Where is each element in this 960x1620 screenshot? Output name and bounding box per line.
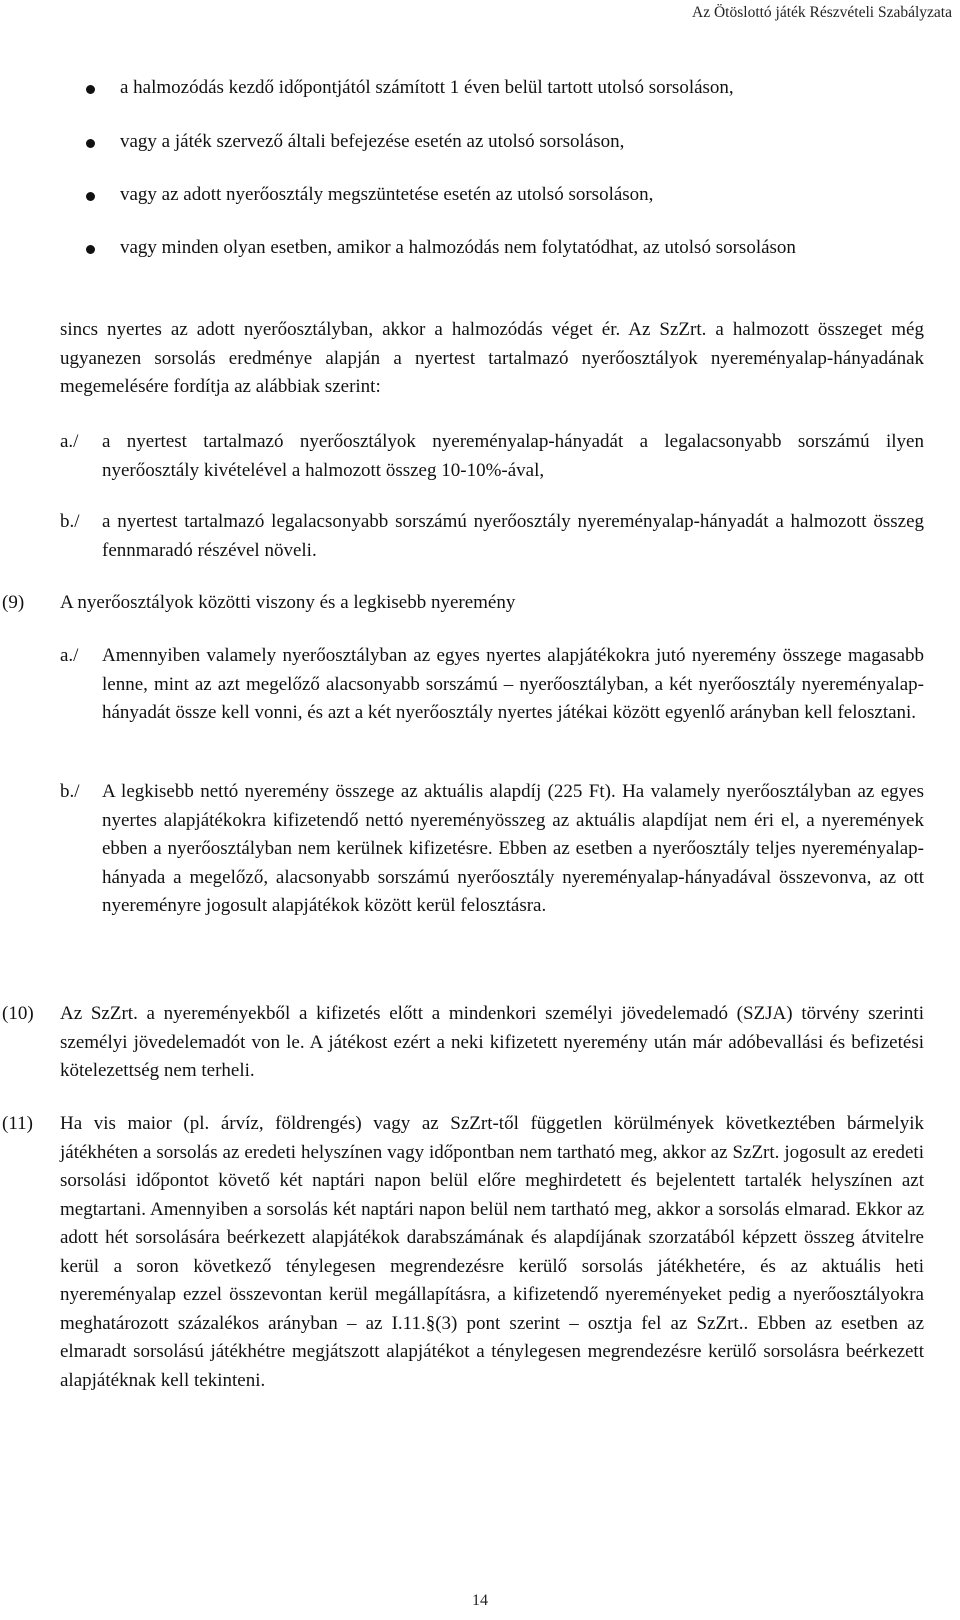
section-9-item-b — [60, 778, 924, 921]
section-10 — [0, 1000, 924, 1086]
bullet-text: a halmozódás kezdő időpontjától számított 1 éven belül tartott utolsó sorsoláson, — [120, 77, 734, 98]
page-number: 14 — [472, 1592, 488, 1609]
sub-item-text: Amennyiben valamely nyerőosztályban az egyes nyertes alapjátékokra jutó nyeremény összege magasabb lenne, mint az azt megelőző alacsonyabb sorszámú – nyerőosztályban, a két nyerőosztály nyereményalap-hányadát össze kell vonni, és azt a két nyerőosztály nyertes játékai között egyenlő arányban kell felosztani. — [102, 645, 924, 723]
sub-item-label: b./ — [60, 511, 80, 532]
bullet-dot-icon — [86, 139, 95, 148]
bullet-dot-icon — [86, 245, 95, 254]
continuation-paragraph: sincs nyertes az adott nyerőosztályban, akkor a halmozódás véget ér. Az SzZrt. a halmozott összeget még ugyanezen sorsolás eredménye alapján a nyertest tartalmazó nyerőosztályok nyereményalap-hányadának megemelésére fordítja az alábbiak szerint: — [60, 319, 924, 397]
section-number: (9) — [2, 592, 25, 613]
section-title: A nyerőosztályok közötti viszony és a legkisebb nyeremény — [60, 592, 516, 613]
section-number: (10) — [2, 1003, 34, 1024]
bullet-text: vagy az adott nyerőosztály megszüntetése esetén az utolsó sorsoláson, — [120, 184, 654, 205]
sub-item-text: a nyertest tartalmazó nyerőosztályok nyereményalap-hányadát a legalacsonyabb sorszámú ilyen nyerőosztály kivételével a halmozott összeg 10-10%-ával, — [102, 431, 924, 481]
page-header — [0, 0, 960, 28]
section-11 — [0, 1110, 924, 1395]
sub-item-label: a./ — [60, 645, 79, 666]
sub-item-a — [60, 428, 924, 485]
bullet-item — [84, 234, 924, 263]
bullet-dot-icon — [86, 192, 95, 201]
bullet-item — [84, 128, 924, 157]
section-9-heading — [0, 589, 924, 618]
sub-item-b — [60, 508, 924, 565]
bullet-dot-icon — [86, 85, 95, 94]
document-title: Az Ötöslottó játék Részvételi Szabályzata — [692, 4, 952, 21]
section-9-item-a — [60, 642, 924, 728]
sub-item-text: A legkisebb nettó nyeremény összege az aktuális alapdíj (225 Ft). Ha valamely nyerőosztályban az egyes nyertes alapjátékokra kifizetendő nettó nyereményösszeg az aktuális alapdíjat nem éri el, a nyeremények ebben a nyerőosztályban nem kerülnek kifizetésre. Ebben az esetben a nyerőosztály teljes nyereményalap-hányada a megelőző, alacsonyabb sorszámú nyerőosztály nyereményalap-hányadával összevonva, az ott nyereményre jogosult alapjátékok között kerül felosztásra. — [102, 781, 924, 916]
section-number: (11) — [2, 1113, 33, 1134]
sub-item-label: a./ — [60, 431, 79, 452]
bullet-text: vagy minden olyan esetben, amikor a halmozódás nem folytatódhat, az utolsó sorsoláson — [120, 237, 796, 258]
sub-item-text: a nyertest tartalmazó legalacsonyabb sorszámú nyerőosztály nyereményalap-hányadát a halmozott összeg fennmaradó részével növeli. — [102, 511, 924, 561]
bullet-item — [84, 181, 924, 210]
sub-item-label: b./ — [60, 781, 80, 802]
bullet-text: vagy a játék szervező általi befejezése esetén az utolsó sorsoláson, — [120, 131, 625, 152]
section-text: Az SzZrt. a nyereményekből a kifizetés előtt a mindenkori személyi jövedelemadó (SZJA) törvény szerinti személyi jövedelemadót von le. A játékost ezért a neki kifizetett nyeremény után már adóbevallási és befizetési kötelezettség nem terheli. — [60, 1003, 924, 1081]
bullet-item — [84, 74, 924, 103]
section-text: Ha vis maior (pl. árvíz, földrengés) vagy az SzZrt-től független körülmények következtében bármelyik játékhéten a sorsolás az eredeti helyszínen vagy időpontban nem tartható meg, akkor az SzZrt. jogosult az eredeti sorsolási időpontot követő két naptári napon belül előre meghirdetett és bejelentett tartalék helyszínen azt megtartani. Amennyiben a sorsolás két naptári napon belül nem tartható meg, akkor a sorsolás elmarad. Ekkor az adott hét sorsolására beérkezett alapjátékok darabszámának és alapdíjának szorzatából képzett összeg átvitelre kerül a soron következő ténylegesen megrendezésre kerülő sorsolás játékhetére, és az aktuális heti nyereményalap ezzel összevontan kerül megállapításra, a kifizetendő nyereményeket pedig a nyerőosztályokra meghatározott százalékos arányban – az I.11.§(3) pont szerint – osztja fel az SzZrt.. Ebben az esetben az elmaradt sorsolású játékhétre megjátszott alapjátékot a ténylegesen megrendezésre kerülő sorsolásra beérkezett alapjátéknak kell tekinteni. — [60, 1113, 924, 1391]
